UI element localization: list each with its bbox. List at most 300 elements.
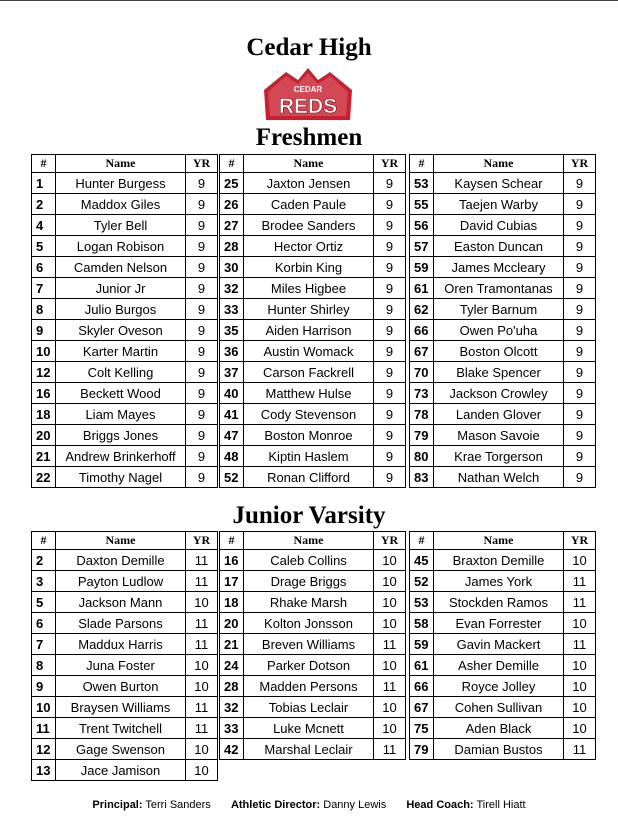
class-year: 9 bbox=[186, 404, 218, 425]
freshmen-roster-table-1 bbox=[31, 154, 218, 488]
player-name: Breven Williams bbox=[244, 634, 374, 655]
jersey-number: 12 bbox=[32, 739, 56, 760]
class-year: 10 bbox=[374, 718, 406, 739]
name-header: Name bbox=[244, 532, 374, 550]
jersey-number: 5 bbox=[32, 236, 56, 257]
table-row bbox=[220, 194, 406, 215]
table-row bbox=[220, 236, 406, 257]
class-year: 11 bbox=[564, 571, 596, 592]
table-row bbox=[32, 697, 218, 718]
jersey-number: 21 bbox=[32, 446, 56, 467]
class-year: 9 bbox=[564, 194, 596, 215]
player-name: Royce Jolley bbox=[434, 676, 564, 697]
table-header-row bbox=[32, 155, 218, 173]
player-name: Krae Torgerson bbox=[434, 446, 564, 467]
player-name: Andrew Brinkerhoff bbox=[56, 446, 186, 467]
school-name: Cedar High bbox=[246, 34, 372, 61]
jersey-number: 11 bbox=[32, 718, 56, 739]
class-year: 11 bbox=[374, 676, 406, 697]
jersey-number: 7 bbox=[32, 634, 56, 655]
class-year: 9 bbox=[186, 320, 218, 341]
player-name: Daxton Demille bbox=[56, 550, 186, 571]
jersey-number: 21 bbox=[220, 634, 244, 655]
player-name: Skyler Oveson bbox=[56, 320, 186, 341]
player-name: Jackson Crowley bbox=[434, 383, 564, 404]
jersey-number: 5 bbox=[32, 592, 56, 613]
player-name: Payton Ludlow bbox=[56, 571, 186, 592]
player-name: Matthew Hulse bbox=[244, 383, 374, 404]
class-year: 10 bbox=[374, 550, 406, 571]
jv-roster-table-3 bbox=[409, 531, 596, 760]
player-name: Blake Spencer bbox=[434, 362, 564, 383]
player-name: Rhake Marsh bbox=[244, 592, 374, 613]
number-header: # bbox=[32, 532, 56, 550]
table-row bbox=[410, 739, 596, 760]
class-year: 9 bbox=[186, 194, 218, 215]
class-year: 9 bbox=[564, 383, 596, 404]
jersey-number: 73 bbox=[410, 383, 434, 404]
player-name: Maddux Harris bbox=[56, 634, 186, 655]
table-row bbox=[410, 550, 596, 571]
jersey-number: 26 bbox=[220, 194, 244, 215]
class-year: 10 bbox=[374, 655, 406, 676]
table-row bbox=[32, 215, 218, 236]
class-year: 9 bbox=[564, 299, 596, 320]
class-year: 10 bbox=[564, 550, 596, 571]
player-name: Caden Paule bbox=[244, 194, 374, 215]
jersey-number: 7 bbox=[32, 278, 56, 299]
class-year: 9 bbox=[374, 425, 406, 446]
jersey-number: 27 bbox=[220, 215, 244, 236]
jersey-number: 9 bbox=[32, 676, 56, 697]
name-header: Name bbox=[434, 155, 564, 173]
class-year: 9 bbox=[374, 320, 406, 341]
table-row bbox=[32, 362, 218, 383]
class-year: 9 bbox=[374, 362, 406, 383]
table-row bbox=[32, 676, 218, 697]
player-name: Jaxton Jensen bbox=[244, 173, 374, 194]
class-year: 11 bbox=[374, 634, 406, 655]
class-year: 11 bbox=[186, 718, 218, 739]
jersey-number: 9 bbox=[32, 320, 56, 341]
jersey-number: 61 bbox=[410, 655, 434, 676]
table-header-row bbox=[410, 155, 596, 173]
class-year: 11 bbox=[564, 592, 596, 613]
player-name: Colt Kelling bbox=[56, 362, 186, 383]
table-row bbox=[220, 173, 406, 194]
jersey-number: 56 bbox=[410, 215, 434, 236]
table-row bbox=[32, 236, 218, 257]
table-row bbox=[32, 404, 218, 425]
player-name: Stockden Ramos bbox=[434, 592, 564, 613]
class-year: 10 bbox=[564, 718, 596, 739]
class-year: 10 bbox=[564, 697, 596, 718]
player-name: Tyler Bell bbox=[56, 215, 186, 236]
jersey-number: 22 bbox=[32, 467, 56, 488]
table-row bbox=[220, 550, 406, 571]
year-header: YR bbox=[374, 532, 406, 550]
jersey-number: 53 bbox=[410, 592, 434, 613]
jersey-number: 66 bbox=[410, 676, 434, 697]
head-coach-label: Head Coach: bbox=[406, 799, 474, 811]
class-year: 9 bbox=[564, 341, 596, 362]
jersey-number: 36 bbox=[220, 341, 244, 362]
jersey-number: 59 bbox=[410, 634, 434, 655]
class-year: 11 bbox=[186, 550, 218, 571]
table-row bbox=[220, 299, 406, 320]
table-row bbox=[32, 760, 218, 781]
jersey-number: 8 bbox=[32, 299, 56, 320]
player-name: Evan Forrester bbox=[434, 613, 564, 634]
class-year: 11 bbox=[374, 739, 406, 760]
table-row bbox=[410, 634, 596, 655]
table-row bbox=[410, 697, 596, 718]
table-header-row bbox=[410, 532, 596, 550]
table-row bbox=[220, 257, 406, 278]
player-name: Drage Briggs bbox=[244, 571, 374, 592]
player-name: Hunter Shirley bbox=[244, 299, 374, 320]
year-header: YR bbox=[564, 532, 596, 550]
jersey-number: 20 bbox=[32, 425, 56, 446]
class-year: 9 bbox=[186, 362, 218, 383]
class-year: 9 bbox=[186, 257, 218, 278]
jersey-number: 20 bbox=[220, 613, 244, 634]
jersey-number: 35 bbox=[220, 320, 244, 341]
jersey-number: 78 bbox=[410, 404, 434, 425]
class-year: 9 bbox=[374, 383, 406, 404]
player-name: Gavin Mackert bbox=[434, 634, 564, 655]
player-name: Damian Bustos bbox=[434, 739, 564, 760]
table-row bbox=[32, 383, 218, 404]
table-header-row bbox=[32, 532, 218, 550]
table-row bbox=[32, 278, 218, 299]
jersey-number: 48 bbox=[220, 446, 244, 467]
jersey-number: 2 bbox=[32, 194, 56, 215]
class-year: 10 bbox=[186, 676, 218, 697]
table-row bbox=[32, 320, 218, 341]
player-name: Owen Po'uha bbox=[434, 320, 564, 341]
player-name: Maddox Giles bbox=[56, 194, 186, 215]
athletic-director-label: Athletic Director: bbox=[230, 799, 321, 811]
jersey-number: 40 bbox=[220, 383, 244, 404]
player-name: Brodee Sanders bbox=[244, 215, 374, 236]
player-name: Slade Parsons bbox=[56, 613, 186, 634]
class-year: 9 bbox=[186, 299, 218, 320]
player-name: Luke Mcnett bbox=[244, 718, 374, 739]
player-name: Austin Womack bbox=[244, 341, 374, 362]
class-year: 9 bbox=[186, 425, 218, 446]
class-year: 9 bbox=[564, 362, 596, 383]
class-year: 9 bbox=[186, 383, 218, 404]
class-year: 10 bbox=[374, 592, 406, 613]
jersey-number: 79 bbox=[410, 739, 434, 760]
player-name: Caleb Collins bbox=[244, 550, 374, 571]
number-header: # bbox=[220, 532, 244, 550]
player-name: Asher Demille bbox=[434, 655, 564, 676]
table-row bbox=[220, 697, 406, 718]
class-year: 11 bbox=[186, 571, 218, 592]
table-row bbox=[410, 362, 596, 383]
class-year: 9 bbox=[374, 404, 406, 425]
jersey-number: 67 bbox=[410, 697, 434, 718]
class-year: 11 bbox=[186, 634, 218, 655]
jersey-number: 62 bbox=[410, 299, 434, 320]
player-name: Jackson Mann bbox=[56, 592, 186, 613]
table-row bbox=[410, 676, 596, 697]
jersey-number: 32 bbox=[220, 278, 244, 299]
class-year: 9 bbox=[564, 404, 596, 425]
table-header-row bbox=[220, 155, 406, 173]
player-name: Parker Dotson bbox=[244, 655, 374, 676]
jersey-number: 18 bbox=[32, 404, 56, 425]
table-row bbox=[32, 571, 218, 592]
principal-label: Principal: bbox=[92, 799, 143, 811]
player-name: Camden Nelson bbox=[56, 257, 186, 278]
player-name: Hector Ortiz bbox=[244, 236, 374, 257]
class-year: 9 bbox=[564, 446, 596, 467]
player-name: Braysen Williams bbox=[56, 697, 186, 718]
table-row bbox=[410, 425, 596, 446]
class-year: 9 bbox=[564, 257, 596, 278]
player-name: Ronan Clifford bbox=[244, 467, 374, 488]
table-row bbox=[220, 341, 406, 362]
class-year: 10 bbox=[374, 697, 406, 718]
player-name: Carson Fackrell bbox=[244, 362, 374, 383]
table-row bbox=[220, 278, 406, 299]
jersey-number: 75 bbox=[410, 718, 434, 739]
table-row bbox=[410, 320, 596, 341]
player-name: Logan Robison bbox=[56, 236, 186, 257]
class-year: 9 bbox=[374, 194, 406, 215]
table-row bbox=[32, 467, 218, 488]
player-name: Cody Stevenson bbox=[244, 404, 374, 425]
table-row bbox=[220, 676, 406, 697]
player-name: Aden Black bbox=[434, 718, 564, 739]
player-name: Julio Burgos bbox=[56, 299, 186, 320]
class-year: 9 bbox=[374, 215, 406, 236]
player-name: Mason Savoie bbox=[434, 425, 564, 446]
table-row bbox=[32, 257, 218, 278]
jersey-number: 16 bbox=[32, 383, 56, 404]
freshmen-roster-table-3 bbox=[409, 154, 596, 488]
player-name: David Cubias bbox=[434, 215, 564, 236]
jersey-number: 42 bbox=[220, 739, 244, 760]
player-name: Liam Mayes bbox=[56, 404, 186, 425]
class-year: 9 bbox=[564, 467, 596, 488]
jersey-number: 67 bbox=[410, 341, 434, 362]
jersey-number: 70 bbox=[410, 362, 434, 383]
principal-name: Terri Sanders bbox=[145, 799, 211, 811]
player-name: Taejen Warby bbox=[434, 194, 564, 215]
jersey-number: 6 bbox=[32, 613, 56, 634]
jersey-number: 10 bbox=[32, 341, 56, 362]
freshmen-heading: Freshmen bbox=[255, 124, 363, 151]
number-header: # bbox=[410, 155, 434, 173]
jersey-number: 79 bbox=[410, 425, 434, 446]
class-year: 10 bbox=[186, 592, 218, 613]
jv-roster-table-2 bbox=[219, 531, 406, 760]
player-name: Timothy Nagel bbox=[56, 467, 186, 488]
jersey-number: 33 bbox=[220, 299, 244, 320]
table-row bbox=[32, 592, 218, 613]
table-header-row bbox=[220, 532, 406, 550]
class-year: 9 bbox=[374, 446, 406, 467]
player-name: Korbin King bbox=[244, 257, 374, 278]
class-year: 9 bbox=[564, 215, 596, 236]
player-name: Tobias Leclair bbox=[244, 697, 374, 718]
table-row bbox=[410, 278, 596, 299]
player-name: Aiden Harrison bbox=[244, 320, 374, 341]
jersey-number: 52 bbox=[220, 467, 244, 488]
jersey-number: 28 bbox=[220, 676, 244, 697]
table-row bbox=[32, 341, 218, 362]
table-row bbox=[32, 550, 218, 571]
table-row bbox=[410, 571, 596, 592]
jersey-number: 47 bbox=[220, 425, 244, 446]
jersey-number: 52 bbox=[410, 571, 434, 592]
jersey-number: 10 bbox=[32, 697, 56, 718]
table-row bbox=[220, 718, 406, 739]
player-name: Kolton Jonsson bbox=[244, 613, 374, 634]
table-row bbox=[220, 467, 406, 488]
class-year: 10 bbox=[186, 739, 218, 760]
athletic-director-name: Danny Lewis bbox=[323, 799, 387, 811]
table-row bbox=[410, 299, 596, 320]
player-name: Madden Persons bbox=[244, 676, 374, 697]
class-year: 11 bbox=[186, 697, 218, 718]
jersey-number: 58 bbox=[410, 613, 434, 634]
player-name: James York bbox=[434, 571, 564, 592]
logo-small-text: CEDAR bbox=[293, 85, 323, 94]
class-year: 9 bbox=[186, 236, 218, 257]
table-row bbox=[32, 446, 218, 467]
player-name: Junior Jr bbox=[56, 278, 186, 299]
class-year: 9 bbox=[186, 173, 218, 194]
class-year: 11 bbox=[564, 634, 596, 655]
class-year: 10 bbox=[374, 613, 406, 634]
player-name: Tyler Barnum bbox=[434, 299, 564, 320]
number-header: # bbox=[410, 532, 434, 550]
jersey-number: 45 bbox=[410, 550, 434, 571]
jersey-number: 41 bbox=[220, 404, 244, 425]
class-year: 9 bbox=[374, 173, 406, 194]
table-row bbox=[32, 194, 218, 215]
table-row bbox=[220, 571, 406, 592]
player-name: Gage Swenson bbox=[56, 739, 186, 760]
class-year: 11 bbox=[564, 739, 596, 760]
class-year: 10 bbox=[186, 760, 218, 781]
class-year: 9 bbox=[374, 278, 406, 299]
year-header: YR bbox=[186, 155, 218, 173]
year-header: YR bbox=[186, 532, 218, 550]
table-row bbox=[32, 173, 218, 194]
table-row bbox=[220, 320, 406, 341]
class-year: 9 bbox=[564, 320, 596, 341]
class-year: 9 bbox=[374, 467, 406, 488]
player-name: Hunter Burgess bbox=[56, 173, 186, 194]
name-header: Name bbox=[56, 532, 186, 550]
table-row bbox=[220, 215, 406, 236]
player-name: Karter Martin bbox=[56, 341, 186, 362]
table-row bbox=[220, 383, 406, 404]
player-name: Jace Jamison bbox=[56, 760, 186, 781]
player-name: Oren Tramontanas bbox=[434, 278, 564, 299]
name-header: Name bbox=[56, 155, 186, 173]
jersey-number: 55 bbox=[410, 194, 434, 215]
jersey-number: 24 bbox=[220, 655, 244, 676]
table-row bbox=[32, 613, 218, 634]
jersey-number: 83 bbox=[410, 467, 434, 488]
jersey-number: 66 bbox=[410, 320, 434, 341]
jersey-number: 6 bbox=[32, 257, 56, 278]
class-year: 9 bbox=[186, 278, 218, 299]
jersey-number: 8 bbox=[32, 655, 56, 676]
jv-roster-table-1 bbox=[31, 531, 218, 781]
table-row bbox=[410, 655, 596, 676]
table-row bbox=[410, 194, 596, 215]
table-row bbox=[220, 404, 406, 425]
jersey-number: 17 bbox=[220, 571, 244, 592]
jersey-number: 3 bbox=[32, 571, 56, 592]
table-row bbox=[410, 236, 596, 257]
jersey-number: 16 bbox=[220, 550, 244, 571]
table-row bbox=[32, 739, 218, 760]
player-name: Cohen Sullivan bbox=[434, 697, 564, 718]
table-row bbox=[32, 634, 218, 655]
logo-big-text: REDS bbox=[278, 95, 338, 118]
staff-footer bbox=[0, 799, 618, 811]
table-row bbox=[410, 215, 596, 236]
table-row bbox=[220, 655, 406, 676]
table-row bbox=[32, 718, 218, 739]
table-row bbox=[220, 592, 406, 613]
freshmen-roster-table-2 bbox=[219, 154, 406, 488]
jersey-number: 59 bbox=[410, 257, 434, 278]
jersey-number: 80 bbox=[410, 446, 434, 467]
jv-heading: Junior Varsity bbox=[232, 502, 386, 529]
jersey-number: 61 bbox=[410, 278, 434, 299]
class-year: 9 bbox=[186, 341, 218, 362]
class-year: 9 bbox=[374, 299, 406, 320]
jersey-number: 37 bbox=[220, 362, 244, 383]
player-name: Beckett Wood bbox=[56, 383, 186, 404]
class-year: 9 bbox=[564, 173, 596, 194]
jersey-number: 2 bbox=[32, 550, 56, 571]
class-year: 11 bbox=[186, 613, 218, 634]
table-row bbox=[410, 613, 596, 634]
jersey-number: 12 bbox=[32, 362, 56, 383]
player-name: Juna Foster bbox=[56, 655, 186, 676]
table-row bbox=[220, 613, 406, 634]
player-name: Boston Olcott bbox=[434, 341, 564, 362]
jersey-number: 18 bbox=[220, 592, 244, 613]
year-header: YR bbox=[374, 155, 406, 173]
player-name: Easton Duncan bbox=[434, 236, 564, 257]
table-row bbox=[410, 404, 596, 425]
class-year: 9 bbox=[564, 425, 596, 446]
table-row bbox=[410, 383, 596, 404]
table-row bbox=[410, 718, 596, 739]
name-header: Name bbox=[434, 532, 564, 550]
player-name: Nathan Welch bbox=[434, 467, 564, 488]
class-year: 10 bbox=[186, 655, 218, 676]
class-year: 9 bbox=[564, 278, 596, 299]
player-name: Trent Twitchell bbox=[56, 718, 186, 739]
table-row bbox=[32, 655, 218, 676]
class-year: 9 bbox=[374, 236, 406, 257]
class-year: 10 bbox=[374, 571, 406, 592]
head-coach-name: Tirell Hiatt bbox=[476, 799, 526, 811]
